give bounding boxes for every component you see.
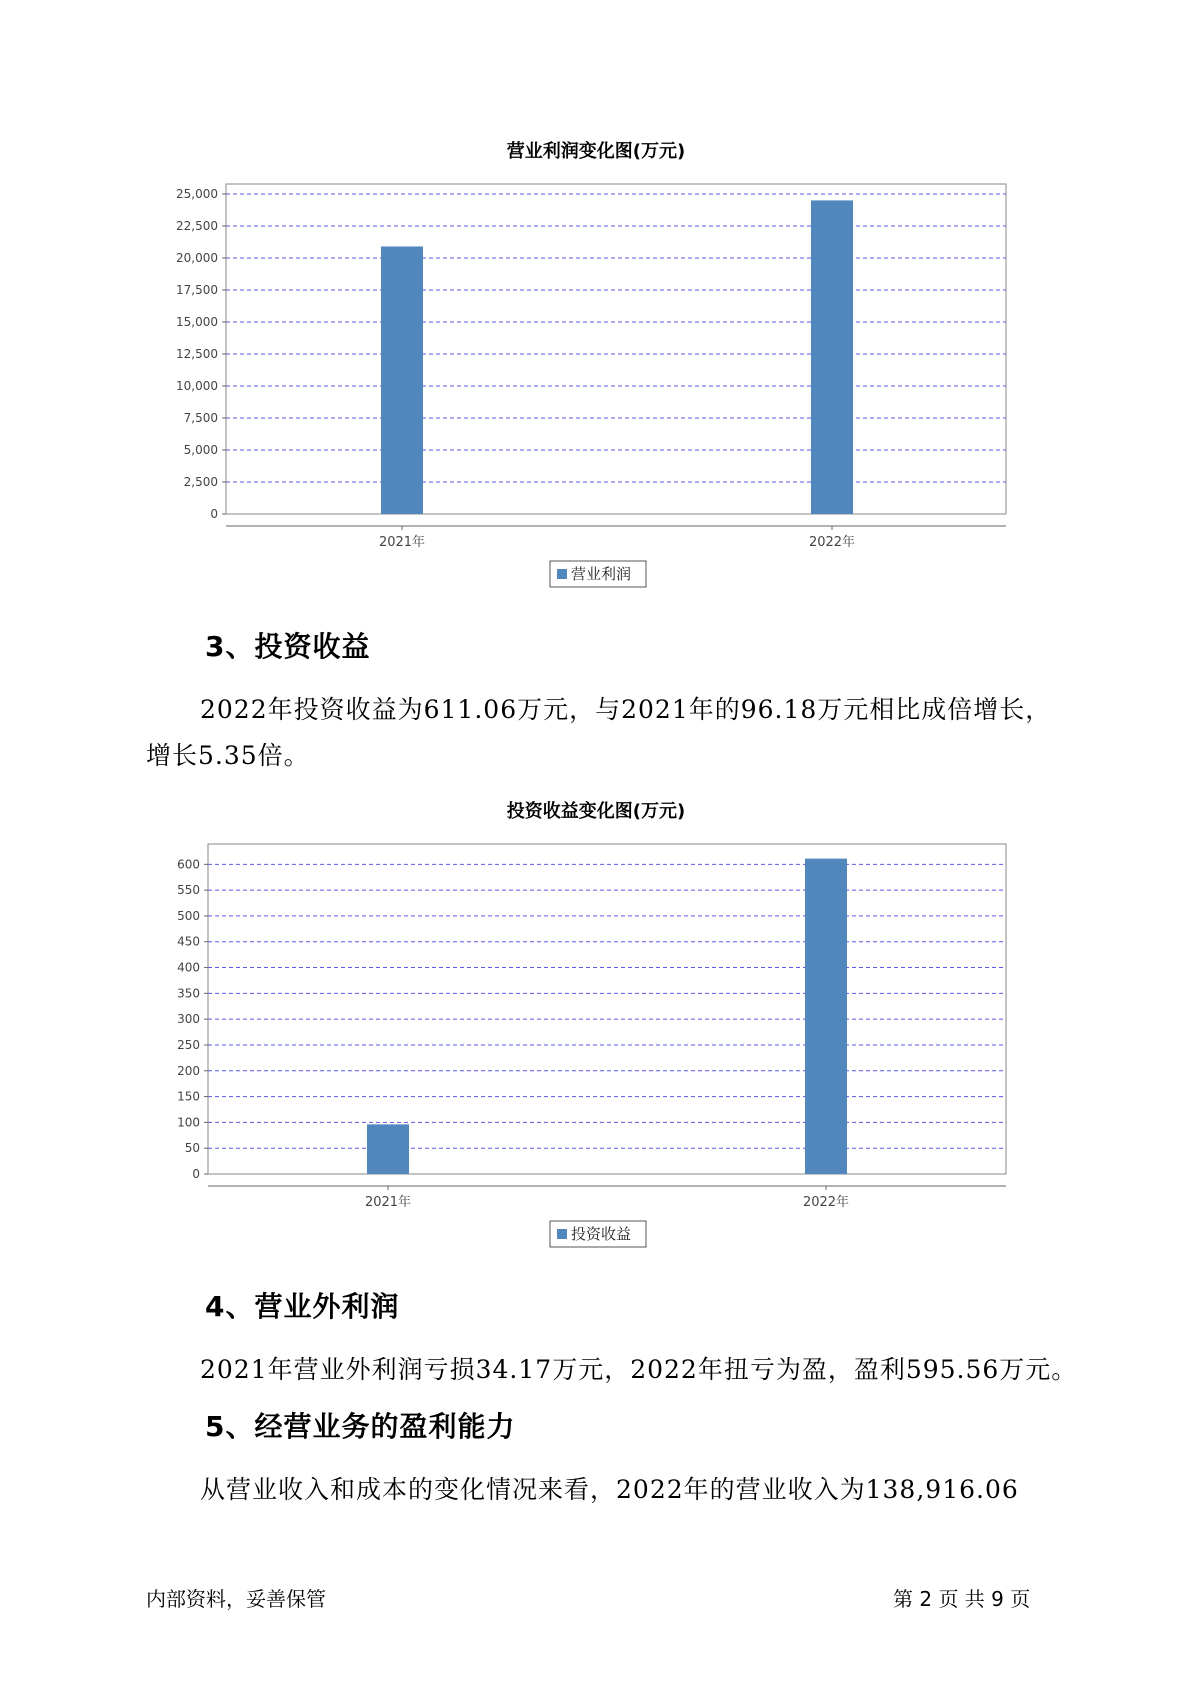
chart1-ytick-label: 20,000 xyxy=(176,251,218,265)
chart1-ytick-label: 17,500 xyxy=(176,283,218,297)
section-4-text-line1: 2021年营业外利润亏损34.17万元，2022年扭亏为盈，盈利595.56万元。 xyxy=(200,1355,1078,1384)
section-4-heading: 4、营业外利润 xyxy=(205,1290,400,1323)
chart1-plot-area xyxy=(226,184,1006,514)
chart2-title: 投资收益变化图(万元) xyxy=(506,801,686,822)
chart2-ytick-label: 150 xyxy=(177,1089,200,1104)
chart1-ytick-label: 7,500 xyxy=(183,411,218,425)
chart1-ytick-label: 12,500 xyxy=(176,347,218,361)
chart2-ytick-label: 600 xyxy=(177,857,200,872)
footer-page-number: 第 2 页 共 9 页 xyxy=(893,1587,1031,1611)
investment-income-chart-svg xyxy=(0,790,1191,1250)
investment-income-chart xyxy=(0,790,1191,1250)
section-5-text-line1: 从营业收入和成本的变化情况来看，2022年的营业收入为138,916.06 xyxy=(200,1475,1019,1504)
chart1-ytick-label: 0 xyxy=(210,507,218,521)
chart1-legend-swatch xyxy=(557,569,567,579)
chart1-ytick-label: 25,000 xyxy=(176,187,218,201)
chart1-title: 营业利润变化图(万元) xyxy=(506,141,686,162)
chart1-bar-2 xyxy=(811,200,853,514)
chart2-bar-2 xyxy=(805,859,847,1174)
chart1-ytick-label: 5,000 xyxy=(183,443,218,457)
chart2-xtick-label: 2022年 xyxy=(802,1195,850,1210)
chart2-ytick-label: 400 xyxy=(177,960,200,975)
chart2-ytick-label: 100 xyxy=(177,1115,200,1130)
chart2-ytick-label: 250 xyxy=(177,1037,200,1052)
chart2-xtick-label: 2021年 xyxy=(364,1195,412,1210)
chart2-ytick-label: 550 xyxy=(177,883,200,898)
operating-profit-chart xyxy=(0,130,1191,590)
footer-confidential: 内部资料，妥善保管 xyxy=(146,1587,326,1611)
chart1-ytick-label: 15,000 xyxy=(176,315,218,329)
chart1-xtick-label: 2021年 xyxy=(378,535,426,550)
chart2-legend-label: 投资收益 xyxy=(571,1225,632,1243)
chart1-xtick-label: 2022年 xyxy=(808,535,856,550)
chart1-ytick-label: 22,500 xyxy=(176,219,218,233)
section-3-heading: 3、投资收益 xyxy=(205,630,371,663)
chart2-ytick-label: 0 xyxy=(192,1167,200,1181)
chart2-ytick-label: 300 xyxy=(177,1012,200,1027)
chart2-bar-1 xyxy=(367,1124,409,1174)
chart2-ytick-label: 200 xyxy=(177,1063,200,1078)
chart2-ytick-label: 450 xyxy=(177,934,200,949)
section-5-heading: 5、经营业务的盈利能力 xyxy=(205,1410,516,1443)
chart1-legend-label: 营业利润 xyxy=(571,565,632,583)
chart2-legend-swatch xyxy=(557,1229,567,1239)
chart1-ytick-label: 10,000 xyxy=(176,379,218,393)
chart1-ytick-label: 2,500 xyxy=(183,475,218,489)
chart2-ytick-label: 500 xyxy=(177,908,200,923)
section-3-text-line2: 增长5.35倍。 xyxy=(146,741,310,770)
chart2-ytick-label: 350 xyxy=(177,986,200,1001)
chart2-plot-area xyxy=(208,844,1006,1174)
chart1-bar-1 xyxy=(381,246,423,514)
chart2-ytick-label: 50 xyxy=(184,1141,200,1156)
section-3-text-line1: 2022年投资收益为611.06万元，与2021年的96.18万元相比成倍增长， xyxy=(200,695,1052,724)
operating-profit-chart-svg xyxy=(0,130,1191,590)
